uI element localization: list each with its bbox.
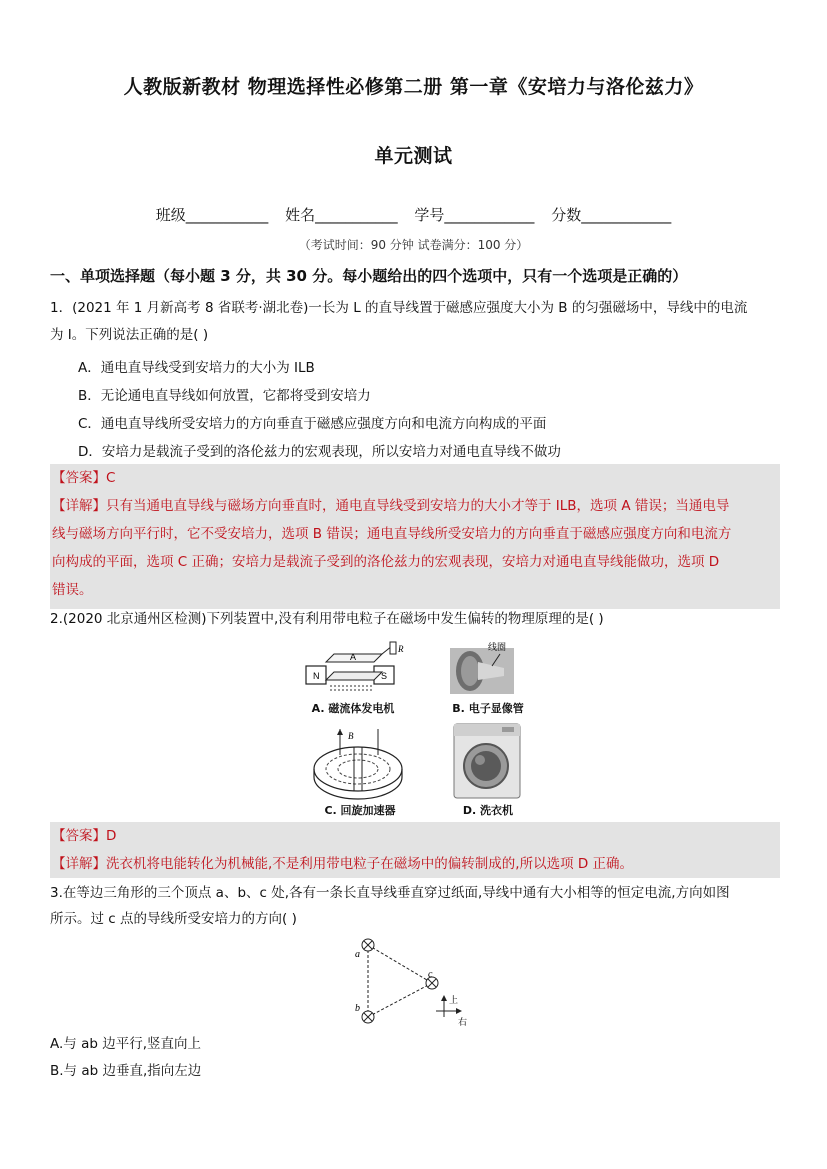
label-c: c (428, 969, 433, 980)
q1-stem-line2: 为 I。下列说法正确的是( ) (50, 327, 209, 343)
q3-stem-line1: 3.在等边三角形的三个顶点 a、b、c 处,各有一条长直导线垂直穿过纸面,导线中通有大小相等的恒定电流,方向如图 (50, 885, 730, 901)
score-field: 分数____________ (551, 206, 672, 224)
student-info (0, 204, 827, 225)
mhd-a-label: A (350, 652, 357, 662)
q1-option-b: B．无论通电直导线如何放置，它都将受到安培力 (78, 388, 371, 404)
label-b: b (355, 1003, 360, 1014)
q1-stem-line1: 1．(2021 年 1 月新高考 8 省联考·湖北卷)一长为 L 的直导线置于磁感应强度大小为 B 的匀强磁场中，导线中的电流 (50, 300, 748, 316)
class-field: 班级___________ (155, 206, 269, 224)
cyclotron-b-label: B (348, 731, 354, 741)
q1-answer-box (50, 464, 780, 609)
q1-option-a: A．通电直导线受到安培力的大小为 ILB (78, 360, 315, 376)
mhd-s-label: S (381, 671, 388, 681)
page-subtitle: 单元测试 (374, 145, 453, 167)
washing-machine-figure (450, 722, 525, 800)
q1-explain-line2: 线与磁场方向平行时，它不受安培力，选项 B 错误；通电直导线所受安培力的方向垂直于磁感应强度方向和电流方 (52, 526, 732, 542)
q1-explain-line1: 【详解】只有当通电直导线与磁场方向垂直时，通电直导线受到安培力的大小才等于 ILB，选项 A 错误；当通电导 (52, 498, 730, 514)
id-field: 学号____________ (414, 206, 535, 224)
q1-option-d: D．安培力是载流子受到的洛伦兹力的宏观表现，所以安培力对通电直导线不做功 (78, 444, 561, 460)
caption-b: B. 电子显像管 (452, 702, 524, 715)
q2-explain: 【详解】洗衣机将电能转化为机械能,不是利用带电粒子在磁场中的偏转制成的,所以选项 D 正确。 (52, 856, 634, 872)
exam-note: （考试时间：90 分钟 试卷满分：100 分） (298, 238, 529, 252)
caption-c: C. 回旋加速器 (324, 804, 396, 817)
caption-a: A. 磁流体发电机 (311, 702, 395, 715)
mhd-r-label: R (398, 644, 404, 654)
q1-option-c: C．通电直导线所受安培力的方向垂直于磁感应强度方向和电流方向构成的平面 (78, 416, 547, 432)
q3-option-a: A.与 ab 边平行,竖直向上 (50, 1036, 202, 1052)
name-field: 姓名___________ (285, 206, 398, 224)
crt-figure (448, 640, 528, 695)
q1-answer: 【答案】C (52, 470, 116, 486)
section-heading: 一、单项选择题（每小题 3 分，共 30 分。每小题给出的四个选项中，只有一个选项是正确的） (50, 267, 688, 285)
q2-stem: 2.(2020 北京通州区检测)下列装置中,没有利用带电粒子在磁场中发生偏转的物理原理的是( ) (50, 611, 604, 627)
crt-coil-label: 线圈 (488, 642, 507, 652)
caption-d: D. 洗衣机 (462, 804, 514, 817)
q3-stem-line2: 所示。过 c 点的导线所受安培力的方向( ) (50, 911, 297, 927)
page-title: 人教版新教材 物理选择性必修第二册 第一章《安培力与洛伦兹力》 (123, 76, 704, 98)
mhd-n-label: N (313, 671, 320, 681)
q3-option-b: B.与 ab 边垂直,指向左边 (50, 1063, 202, 1079)
wire-a-into-page-icon (362, 939, 374, 951)
q1-explain-line4: 错误。 (52, 582, 93, 598)
label-right: 右 (458, 1017, 468, 1027)
q2-answer: 【答案】D (52, 828, 117, 844)
q1-explain-line3: 向构成的平面，选项 C 正确；安培力是载流子受到的洛伦兹力的宏观表现，安培力对通电直导线能做功，选项 D (52, 554, 720, 570)
cyclotron-figure (310, 725, 410, 800)
label-a: a (355, 949, 360, 960)
q2-answer-box (50, 822, 780, 878)
wire-b-into-page-icon (362, 1011, 374, 1023)
label-up: 上 (449, 995, 459, 1005)
mhd-generator-figure (300, 640, 410, 700)
triangle-figure (350, 935, 475, 1030)
